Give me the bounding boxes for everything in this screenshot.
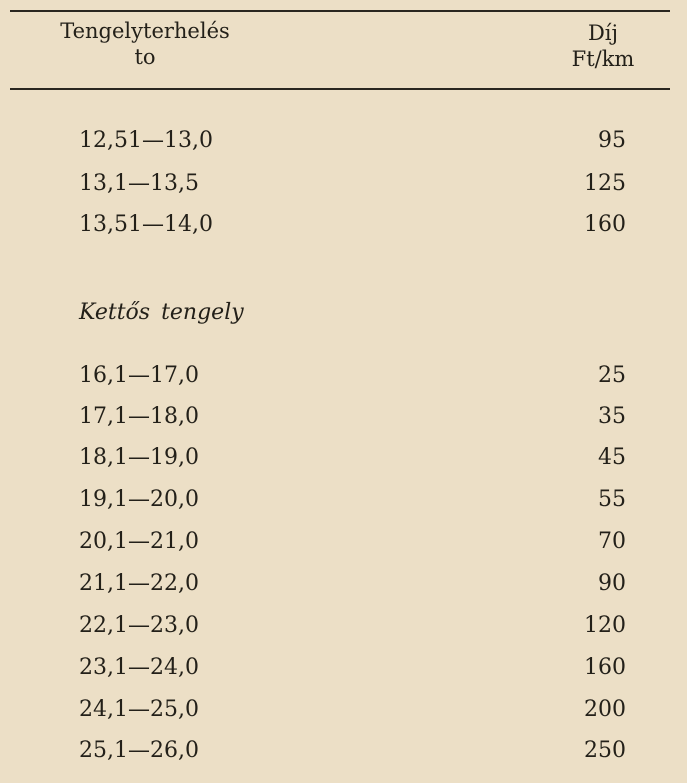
axle-load-range: 12,51—13,0	[79, 128, 213, 153]
table-row	[0, 487, 687, 521]
fee-value: 45	[598, 445, 626, 470]
column-header-axle-load	[30, 18, 260, 70]
fee-value: 125	[584, 171, 626, 196]
fee-value: 70	[598, 529, 626, 554]
table-row	[0, 128, 687, 162]
table-row	[0, 738, 687, 772]
axle-load-range: 21,1—22,0	[79, 571, 199, 596]
table-row	[0, 697, 687, 731]
axle-load-range: 17,1—18,0	[79, 404, 199, 429]
axle-load-range: 16,1—17,0	[79, 363, 199, 388]
table-row	[0, 363, 687, 397]
fee-value: 160	[584, 212, 626, 237]
header-fee-label: Díj	[587, 21, 619, 45]
table-row	[0, 171, 687, 205]
table-row	[0, 404, 687, 438]
fee-value: 160	[584, 655, 626, 680]
axle-load-range: 13,51—14,0	[79, 212, 213, 237]
axle-load-range: 22,1—23,0	[79, 613, 199, 638]
fee-value: 95	[598, 128, 626, 153]
top-rule	[10, 10, 670, 12]
table-row	[0, 529, 687, 563]
table-row	[0, 571, 687, 605]
axle-load-range: 13,1—13,5	[79, 171, 199, 196]
axle-load-range: 20,1—21,0	[79, 529, 199, 554]
header-rule	[10, 88, 670, 90]
table-row	[0, 655, 687, 689]
axle-load-range: 23,1—24,0	[79, 655, 199, 680]
fee-value: 120	[584, 613, 626, 638]
fee-value: 90	[598, 571, 626, 596]
axle-load-range: 19,1—20,0	[79, 487, 199, 512]
axle-load-range: 25,1—26,0	[79, 738, 199, 763]
axle-load-range: 24,1—25,0	[79, 697, 199, 722]
table-row	[0, 445, 687, 479]
axle-load-range: 18,1—19,0	[79, 445, 199, 470]
column-header-fee	[548, 20, 658, 72]
fee-value: 200	[584, 697, 626, 722]
table-row	[0, 613, 687, 647]
fee-value: 35	[598, 404, 626, 429]
header-axle-load-unit: to	[134, 45, 156, 69]
header-fee-unit: Ft/km	[571, 47, 635, 71]
fee-value: 25	[598, 363, 626, 388]
section-title-double-axle: Kettős tengely	[79, 300, 244, 325]
fee-value: 250	[584, 738, 626, 763]
table-row	[0, 212, 687, 246]
fee-value: 55	[598, 487, 626, 512]
header-axle-load-label: Tengelyterhelés	[60, 19, 230, 43]
